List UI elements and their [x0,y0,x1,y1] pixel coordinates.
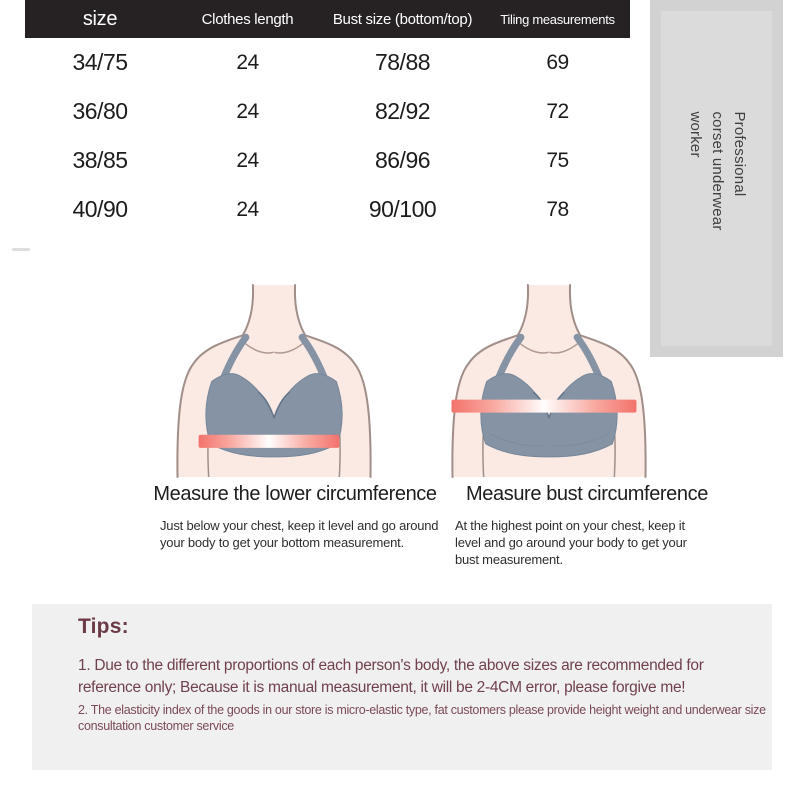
table-row [25,136,630,185]
cell-size: 40/90 [72,196,128,222]
header-bust-size: Bust size (bottom/top) [332,10,473,28]
cell-clothes-length: 24 [236,197,259,221]
cell-size: 34/75 [72,49,128,75]
cell-tiling: 72 [546,99,569,123]
cell-bust-size: 82/92 [374,98,431,124]
table-row [25,87,630,136]
guide-title-lower-circumference: Measure the lower circumference [153,483,437,505]
header-clothes-length: Clothes length [201,10,294,28]
tips-heading: Tips: [78,615,129,638]
measuring-band-bust [452,400,637,413]
cell-bust-size: 90/100 [368,196,437,222]
side-banner-line: Professional [730,111,748,197]
table-row [25,38,630,87]
cell-tiling: 75 [546,148,569,172]
tips-item-2: 2. The elasticity index of the goods in our store is micro-elastic type, fat customers please provide height weight and underwear size consultation customer service [78,703,766,733]
cell-bust-size: 86/96 [374,147,431,173]
cell-tiling: 78 [546,197,569,221]
tips-panel [32,604,772,770]
side-banner-line: corset underwear [708,111,726,231]
tips-item-1: 1. Due to the different proportions of each person's body, the above sizes are recommended for reference only; Because it is manual measurement, it will be 2-4CM error, please forgive me! [78,657,704,696]
table-row [25,185,630,234]
side-banner-line: worker [686,111,704,159]
cell-clothes-length: 24 [236,50,259,74]
cell-clothes-length: 24 [236,99,259,123]
watermark-dash [12,248,30,251]
size-table-body [25,38,630,234]
guide-description-lower: Just below your chest, keep it level and go around your body to get your bottom measurement. [160,518,439,550]
measurement-illustration-bust [423,283,675,479]
cell-size: 36/80 [72,98,128,124]
cell-tiling: 69 [546,50,569,74]
cell-bust-size: 78/88 [374,49,431,75]
size-table-header [25,0,630,38]
measuring-band-underbust [199,435,340,448]
header-size: size [82,7,118,30]
side-banner-text [684,112,750,231]
measurement-illustration-underbust [148,283,400,479]
guide-title-bust-circumference: Measure bust circumference [466,483,708,505]
guide-description-bust: At the highest point on your chest, keep it level and go around your body to get your bust measurement. [455,518,687,567]
header-tiling-measurements: Tiling measurements [500,11,615,27]
cell-size: 38/85 [72,147,128,173]
cell-clothes-length: 24 [236,148,259,172]
